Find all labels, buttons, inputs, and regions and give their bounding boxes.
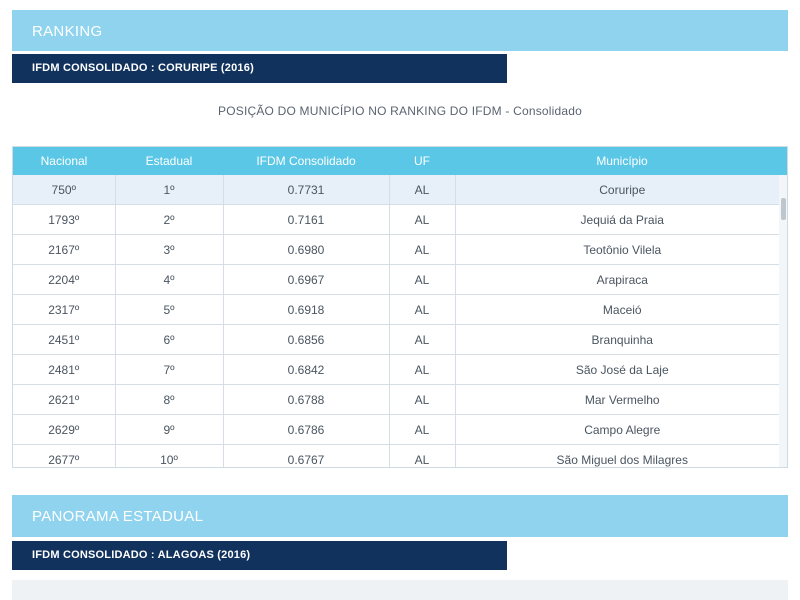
cell-estadual: 9º [115,415,223,445]
cell-municipio: Maceió [455,295,788,325]
cell-ifdm: 0.6980 [223,235,389,265]
panorama-content-panel [12,580,788,600]
table-row[interactable] [13,355,788,385]
cell-uf: AL [389,385,455,415]
ranking-subheader [12,54,507,83]
ranking-section-header [12,10,788,51]
table-row[interactable] [13,265,788,295]
table-row[interactable] [13,235,788,265]
cell-municipio: São José da Laje [455,355,788,385]
cell-ifdm: 0.6786 [223,415,389,445]
cell-estadual: 10º [115,445,223,469]
panorama-title: PANORAMA ESTADUAL [32,508,204,525]
cell-estadual: 8º [115,385,223,415]
cell-nacional: 2677º [13,445,115,469]
cell-estadual: 2º [115,205,223,235]
cell-municipio: Teotônio Vilela [455,235,788,265]
table-row[interactable] [13,415,788,445]
ranking-table-container[interactable] [12,146,788,468]
cell-ifdm: 0.6967 [223,265,389,295]
cell-municipio: Campo Alegre [455,415,788,445]
cell-uf: AL [389,415,455,445]
cell-municipio: Branquinha [455,325,788,355]
cell-nacional: 2167º [13,235,115,265]
cell-municipio: Arapiraca [455,265,788,295]
panorama-subheader [12,541,507,570]
table-row[interactable] [13,175,788,205]
column-header-nacional[interactable]: Nacional [13,147,115,175]
cell-nacional: 2451º [13,325,115,355]
ranking-table-caption: POSIÇÃO DO MUNICÍPIO NO RANKING DO IFDM - Consolidado [218,104,582,118]
ranking-subheader-label: IFDM CONSOLIDADO : CORURIPE (2016) [32,62,254,74]
table-row[interactable] [13,205,788,235]
cell-municipio: Mar Vermelho [455,385,788,415]
column-header-uf[interactable]: UF [389,147,455,175]
column-header-municipio[interactable]: Município [455,147,788,175]
ranking-title: RANKING [32,23,103,40]
table-row[interactable] [13,325,788,355]
cell-estadual: 1º [115,175,223,205]
cell-estadual: 3º [115,235,223,265]
cell-nacional: 2317º [13,295,115,325]
cell-nacional: 2204º [13,265,115,295]
cell-municipio: São Miguel dos Milagres [455,445,788,469]
cell-ifdm: 0.7731 [223,175,389,205]
cell-municipio: Coruripe [455,175,788,205]
column-header-estadual[interactable]: Estadual [115,147,223,175]
table-header-row [13,147,788,175]
cell-uf: AL [389,235,455,265]
panorama-subheader-label: IFDM CONSOLIDADO : ALAGOAS (2016) [32,549,251,561]
cell-uf: AL [389,265,455,295]
cell-nacional: 1793º [13,205,115,235]
cell-estadual: 7º [115,355,223,385]
cell-ifdm: 0.6767 [223,445,389,469]
cell-estadual: 4º [115,265,223,295]
ranking-table [13,147,788,468]
cell-uf: AL [389,295,455,325]
cell-uf: AL [389,355,455,385]
cell-nacional: 750º [13,175,115,205]
table-scrollbar-thumb[interactable] [781,198,786,220]
cell-ifdm: 0.6842 [223,355,389,385]
cell-nacional: 2481º [13,355,115,385]
cell-nacional: 2629º [13,415,115,445]
cell-uf: AL [389,205,455,235]
cell-uf: AL [389,175,455,205]
table-row[interactable] [13,295,788,325]
cell-ifdm: 0.6918 [223,295,389,325]
cell-uf: AL [389,325,455,355]
cell-estadual: 6º [115,325,223,355]
cell-uf: AL [389,445,455,469]
panorama-section-header [12,495,788,537]
table-row[interactable] [13,385,788,415]
column-header-ifdm[interactable]: IFDM Consolidado [223,147,389,175]
cell-ifdm: 0.6856 [223,325,389,355]
cell-ifdm: 0.7161 [223,205,389,235]
cell-ifdm: 0.6788 [223,385,389,415]
cell-municipio: Jequiá da Praia [455,205,788,235]
table-row[interactable] [13,445,788,469]
cell-nacional: 2621º [13,385,115,415]
cell-estadual: 5º [115,295,223,325]
